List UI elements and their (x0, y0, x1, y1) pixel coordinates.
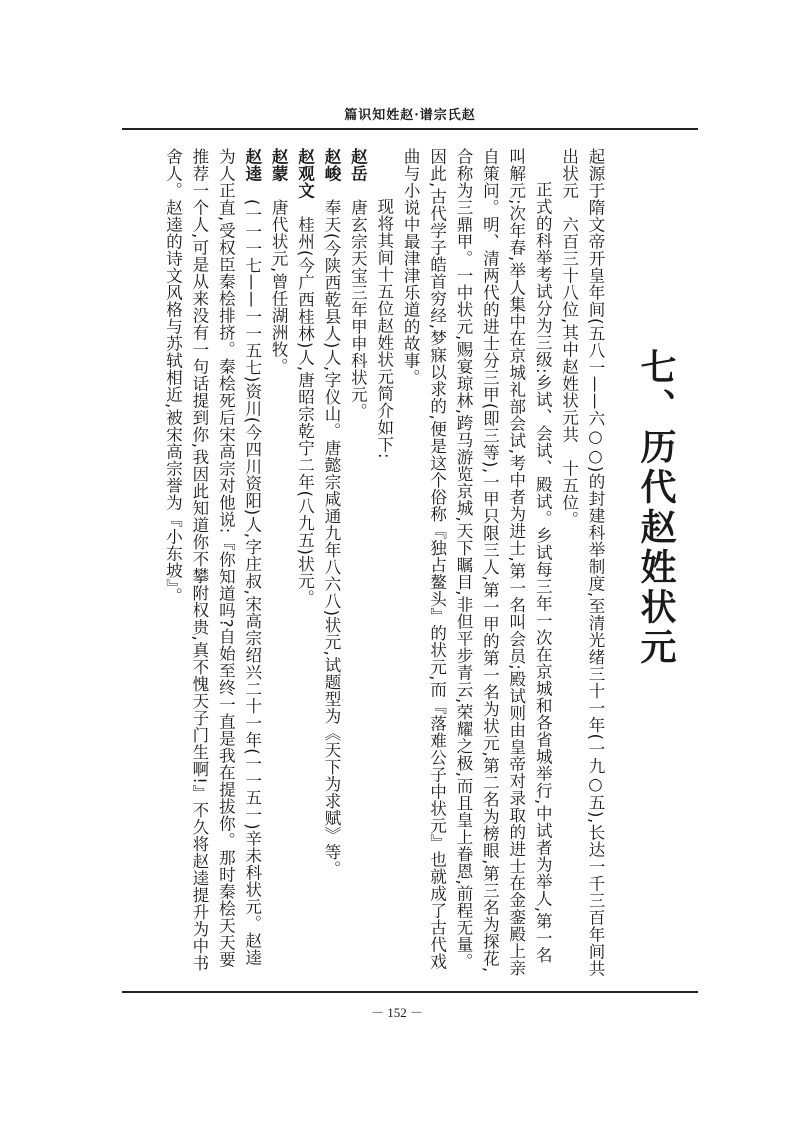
header-rule (122, 128, 698, 130)
section-title: 七、历代赵姓状元 (635, 348, 677, 668)
running-header: 篇识知姓赵·谱宗氏赵 (344, 108, 476, 123)
entry-text: 唐玄宗天宝三年甲申科状元。 (348, 199, 368, 420)
entry-name: 赵逵 (242, 148, 262, 182)
paragraph-exam-system: 正式的科举考试分为三级:乡试、会试、殿试。乡试每三年一次在京城和各省城举行,中试者为举人,第一名叫解元;次年春,举人集中在京城礼部会试,考中者为进士,第一名叫会员;殿试则由皇帝对录取的进士在金銮殿上亲自策问。明、清两代的进士分三甲(即三等),一甲只限三人,第一甲的第一名为状元,第二名为榜眼,第三名为探花,合称为三鼎甲。一中状元,赐宴琼林,跨马游览京城,天下瞩目,非但平步青云,荣耀之极,而且皇上眷恩,前程无量。因此,古代学子皓首穷经,梦寐以求的,便是这个俗称『独占鳌头』的状元,而『落难公子中状元』也就成了古代戏曲与小说中最津津乐道的故事。 (401, 148, 553, 977)
list-item (291, 148, 317, 980)
body-text (102, 148, 702, 980)
list-item (318, 148, 344, 980)
entry-name: 赵观文 (295, 148, 315, 199)
entry-name: 赵蒙 (269, 148, 289, 182)
entry-text: 奉天(今陕西乾县人)人,字仪山。唐懿宗咸通九年八六八)状元,试题型为《天下为求赋》等。 (321, 199, 341, 878)
entry-name: 赵岳 (348, 148, 368, 182)
entry-text: 桂州(今广西桂林)人,唐昭宗乾宁二年(八九五)状元。 (295, 216, 315, 607)
entry-text: 唐代状元,曾任湖洲牧。 (269, 199, 289, 375)
entry-text: (一一一七——一一五七)资川(今四川资阳)人,字庄叔,宋高宗绍兴二十一年(一一五一)辛未科状元。赵逵为人正直,受权臣秦桧排挤。秦桧死后宋高宗对他说:『你知道吗?自始至终一直是我在提拔你。那时秦桧天天要推荐一个人,可是从来没有一句话提到你,我因此知道你不攀附权贵,真不愧天子门生啊!』不久将赵逵提升为中书舍人。赵逵的诗文风格与苏轼相近,被宋高宗誉为『小东坡』。 (163, 148, 262, 972)
paragraph-origin: 起源于隋文帝开皇年间(五八一——六○○)的封建科举制度,至清光绪三十一年(一九○五),长达一千三百年间共出状元 六百三十八位,其中赵姓状元共 十五位。 (559, 148, 605, 977)
paragraph-intro: 现将其间十五位赵姓状元简介如下: (374, 197, 394, 459)
list-item (344, 148, 370, 980)
list-item (265, 148, 291, 980)
page-number: － 152 － (370, 1005, 423, 1020)
entry-name: 赵峻 (321, 148, 341, 182)
list-item (159, 148, 265, 980)
footer-rule (122, 991, 698, 993)
